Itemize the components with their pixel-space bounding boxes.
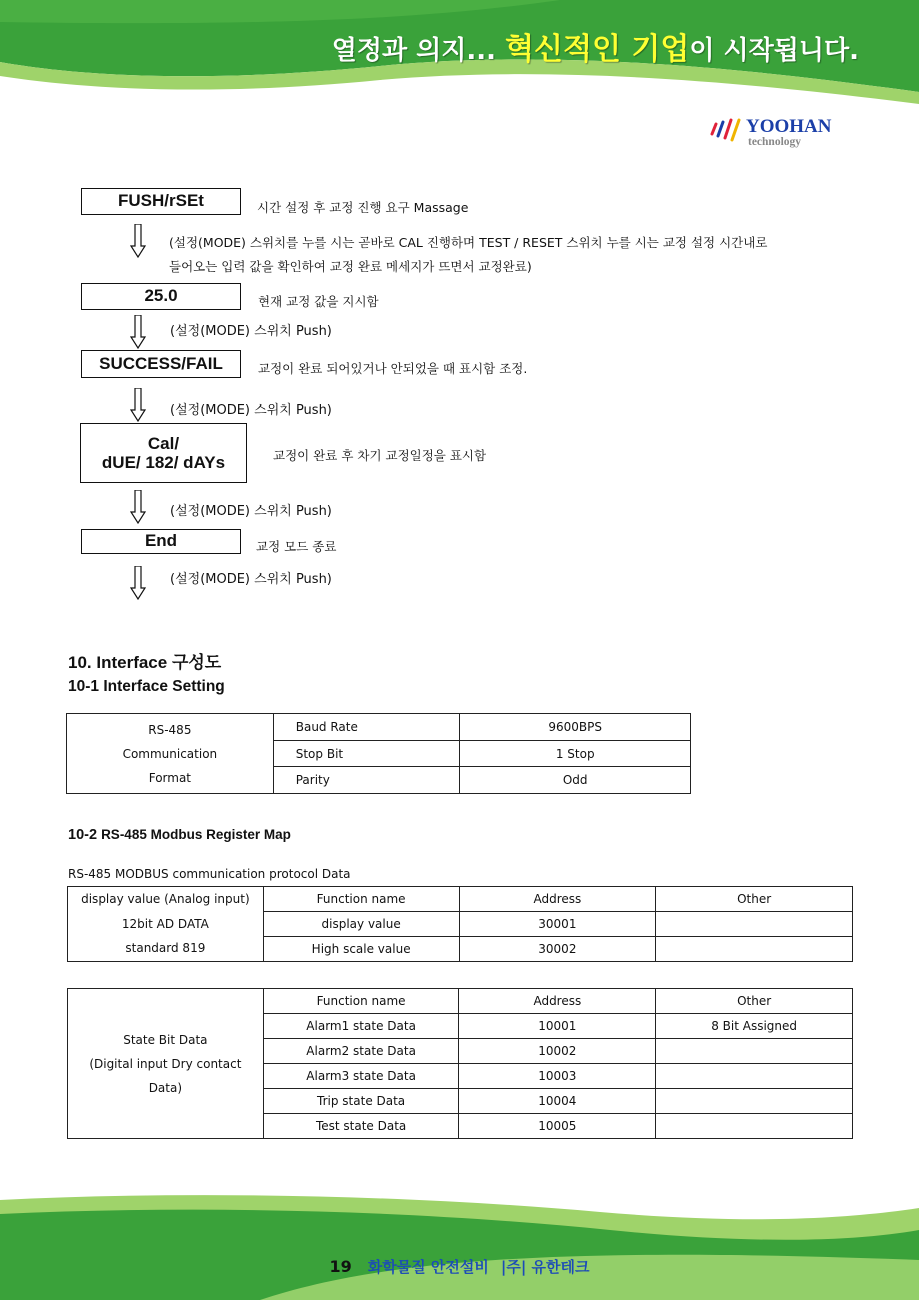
flow-box-cal-line1: Cal/ [147, 434, 180, 453]
flow-box-cal-line2: dUE/ 182/ dAYs [101, 453, 226, 472]
table-cell: display value [263, 912, 459, 937]
yoohan-logo [708, 112, 858, 152]
interface-setting-table [66, 713, 691, 794]
table-cell: 10005 [459, 1114, 656, 1139]
table-cell: 10003 [459, 1064, 656, 1089]
flow-box-success-fail: SUCCESS/FAIL [81, 350, 241, 378]
down-arrow-icon [130, 315, 146, 349]
subsection-modbus-map: 10-2 RS-485 Modbus Register Map [68, 827, 291, 843]
table-cell: Odd [460, 767, 691, 794]
table-cell [656, 1064, 853, 1089]
table-cell: Alarm3 state Data [263, 1064, 459, 1089]
flow-push-3: (설정(MODE) 스위치 Push) [170, 504, 332, 519]
analog-group-cell: display value (Analog input) 12bit AD DATA standard 819 [68, 887, 264, 962]
footer-text [0, 1256, 919, 1277]
table-header: Function name [263, 989, 459, 1014]
table-cell [656, 1114, 853, 1139]
table-cell: Parity [273, 767, 460, 794]
flow-note-line1: (설정(MODE) 스위치를 누를 시는 곧바로 CAL 진행하며 TEST / RESET 스위치 누를 시는 교정 설정 시간내로 [169, 235, 768, 250]
flow-desc-2: 현재 교정 값을 지시함 [258, 294, 379, 309]
flow-push-1: (설정(MODE) 스위치 Push) [170, 324, 332, 339]
table-cell: 10004 [459, 1089, 656, 1114]
table-cell: 30002 [459, 937, 656, 962]
down-arrow-icon [130, 224, 146, 258]
table-cell: 8 Bit Assigned [656, 1014, 853, 1039]
svg-text:YOOHAN: YOOHAN [746, 116, 832, 137]
table-header: Other [656, 887, 853, 912]
section-title: 10. Interface 구성도 [68, 653, 222, 672]
down-arrow-icon [130, 388, 146, 422]
down-arrow-icon [130, 490, 146, 524]
svg-text:technology: technology [748, 136, 802, 148]
table-cell: 30001 [459, 912, 656, 937]
flow-box-value: 25.0 [81, 283, 241, 310]
table-cell: Alarm2 state Data [263, 1039, 459, 1064]
table-cell [656, 912, 853, 937]
analog-register-table [67, 886, 853, 962]
digital-register-table [67, 988, 853, 1139]
digital-group-cell: State Bit Data (Digital input Dry contact Data) [68, 989, 264, 1139]
table-cell: 10001 [459, 1014, 656, 1039]
flow-box-cal-due [80, 423, 247, 483]
flow-box-fush-reset: FUSH/rSEt [81, 188, 241, 215]
footer-company-desc: 화학물질 안전설비 [367, 1258, 489, 1276]
table-cell: Stop Bit [273, 741, 460, 767]
flow-box-end: End [81, 529, 241, 554]
table-cell: Alarm1 state Data [263, 1014, 459, 1039]
modbus-caption: RS-485 MODBUS communication protocol Data [68, 867, 351, 881]
table-header: Other [656, 989, 853, 1014]
flow-desc-1: 시간 설정 후 교정 진행 요구 Massage [257, 200, 469, 215]
footer-company-name: |주| 유한테크 [500, 1258, 590, 1276]
flow-desc-3: 교정이 완료 되어있거나 안되었을 때 표시함 조정. [258, 361, 528, 376]
table-cell: High scale value [263, 937, 459, 962]
flow-push-4: (설정(MODE) 스위치 Push) [170, 572, 332, 587]
table-cell: 10002 [459, 1039, 656, 1064]
down-arrow-icon [130, 566, 146, 600]
table-cell [656, 937, 853, 962]
flow-note-line2: 들어오는 입력 값을 확인하여 교정 완료 메세지가 뜨면서 교정완료) [169, 259, 532, 274]
table-cell: 9600BPS [460, 714, 691, 741]
table-header: Address [459, 887, 656, 912]
page-number: 19 [329, 1257, 352, 1276]
table-cell [656, 1089, 853, 1114]
header-slogan: 열정과 의지... 혁신적인 기업이 시작됩니다. [331, 32, 859, 67]
table-cell: 1 Stop [460, 741, 691, 767]
table-cell: Baud Rate [273, 714, 460, 741]
table-cell [656, 1039, 853, 1064]
footer-banner [0, 1190, 919, 1300]
table-header: Function name [263, 887, 459, 912]
flow-desc-5: 교정 모드 종료 [256, 539, 337, 554]
table-cell: Trip state Data [263, 1089, 459, 1114]
flow-push-2: (설정(MODE) 스위치 Push) [170, 403, 332, 418]
table-header: Address [459, 989, 656, 1014]
interface-group-cell: RS-485 Communication Format [67, 714, 274, 794]
table-cell: Test state Data [263, 1114, 459, 1139]
flow-desc-4: 교정이 완료 후 차기 교정일정을 표시함 [273, 448, 487, 463]
subsection-interface-setting: 10-1 Interface Setting [68, 678, 225, 695]
